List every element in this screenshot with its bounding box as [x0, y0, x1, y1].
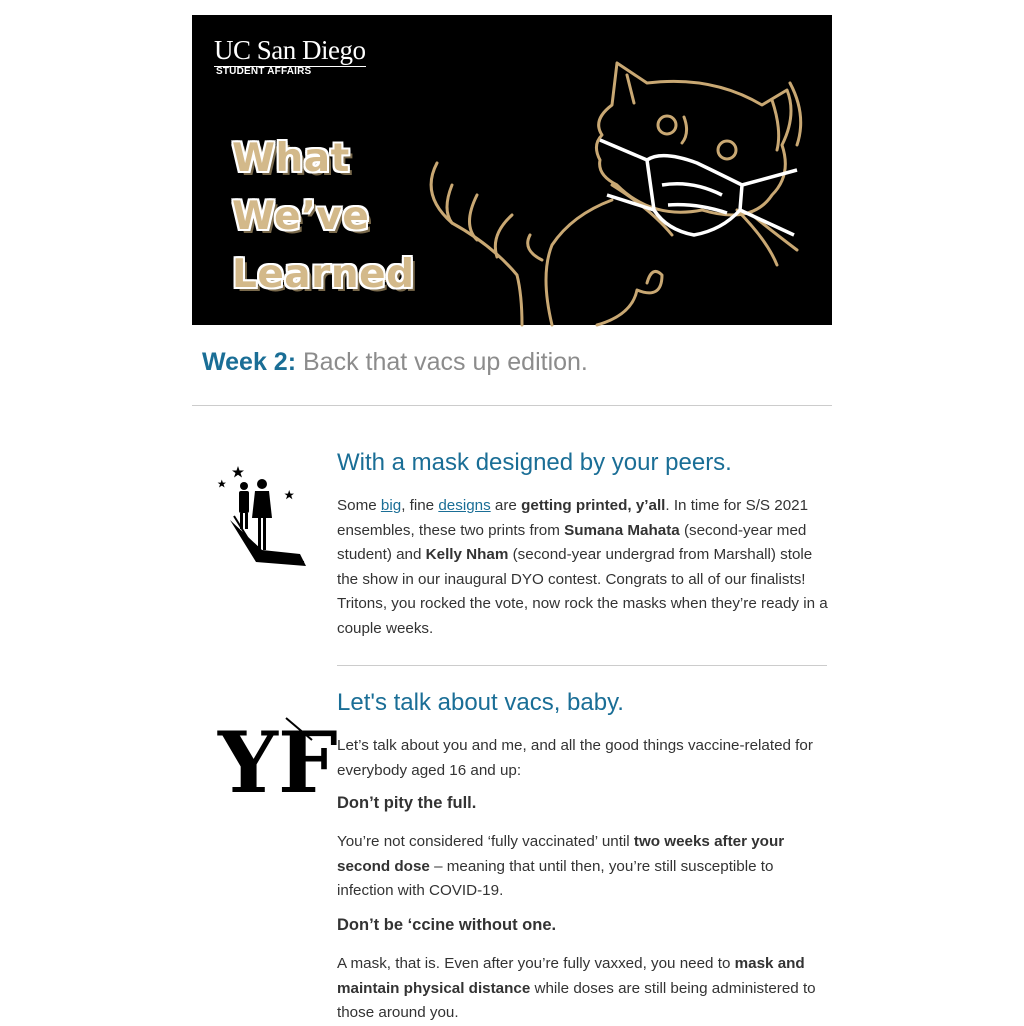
- section-divider: [337, 665, 827, 666]
- mask-distance-paragraph: A mask, that is. Even after you’re fully vaxxed, you need to mask and maintain physical distance while doses are still being administered to those around you.: [337, 955, 816, 1021]
- week-subtitle: Back that vacs up edition.: [302, 348, 588, 376]
- section-title-vacs: Let's talk about vacs, baby.: [337, 689, 624, 716]
- hero-title-line-2: We’ve: [232, 194, 370, 239]
- svg-text:YF: YF: [218, 713, 338, 812]
- designs-link[interactable]: designs: [438, 497, 491, 514]
- hero-title-line-1: What: [232, 136, 350, 181]
- runway-figures-icon: [220, 462, 316, 572]
- divider: [192, 405, 832, 406]
- mask-paragraph: Some big, fine designs are getting printed, y’all. In time for S/S 2021 ensembles, these two prints from Sumana Mahata (second-year med student) and Kelly Nham (second-year undergrad from Marshall) stole the show in our inaugural DYO contest. Congrats to all of our finalists! Tritons, you rocked the vote, now rock the masks when they’re ready in a couple weeks.: [337, 497, 828, 637]
- student-affairs-label: STUDENT AFFAIRS: [216, 66, 312, 77]
- subhead-full: Don’t pity the full.: [337, 794, 477, 812]
- hero-banner: [192, 15, 832, 325]
- masked-cat-illustration: [422, 35, 822, 325]
- week-label: Week 2:: [202, 348, 297, 376]
- section-title-mask: With a mask designed by your peers.: [337, 449, 732, 476]
- big-link[interactable]: big: [380, 497, 402, 514]
- week-heading: [202, 346, 588, 378]
- subhead-mask: Don’t be ‘ccine without one.: [337, 916, 557, 934]
- ucsd-logo: UC San Diego: [214, 35, 366, 65]
- full-vaccination-paragraph: You’re not considered ‘fully vaccinated’ until two weeks after your second dose – meaning that until then, you’re still susceptible to infection with COVID-19.: [337, 833, 785, 899]
- hero-title-line-3: Learned: [232, 252, 415, 297]
- yf-monogram-icon: [216, 710, 338, 812]
- vacs-intro: Let’s talk about you and me, and all the good things vaccine-related for everybody aged 16 and up:: [337, 737, 813, 779]
